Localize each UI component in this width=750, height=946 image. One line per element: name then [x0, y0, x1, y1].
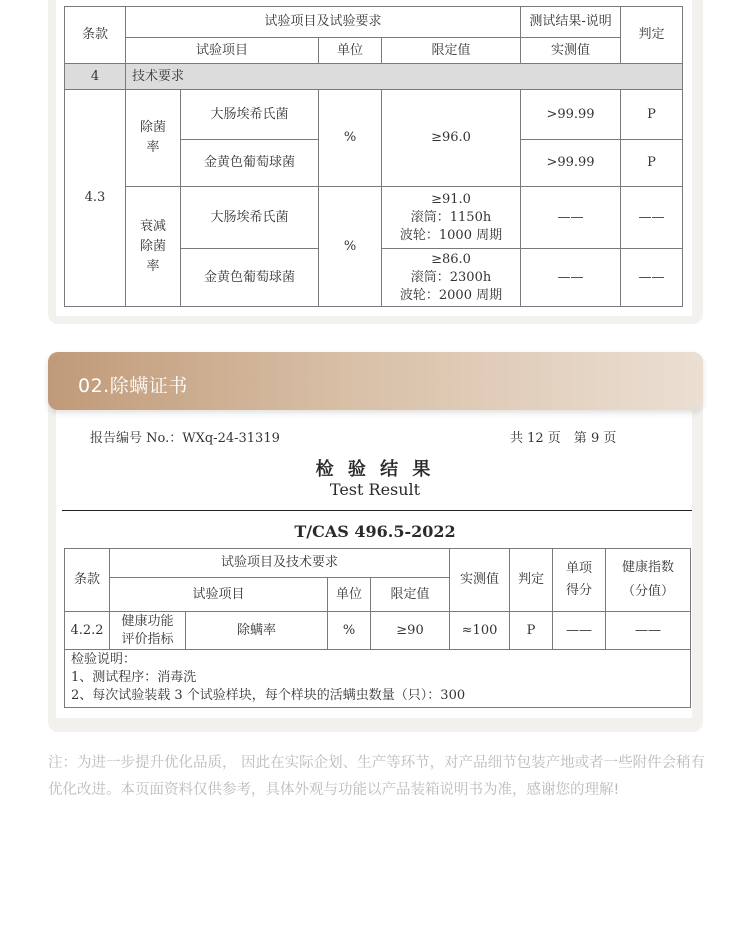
bacteria-ecoli: 大肠埃希氏菌 [181, 187, 319, 249]
limit-value-multi [382, 249, 521, 307]
header-unit: 单位 [319, 38, 382, 64]
notes-title: 检验说明： [71, 652, 137, 667]
header-item: 试验项目 [110, 578, 328, 612]
clause-4-3: 4.3 [65, 90, 126, 307]
row-health: —— [606, 612, 691, 650]
row-item: 除螨率 [186, 612, 328, 650]
standard-code: T/CAS 496.5-2022 [294, 522, 456, 541]
header-limit: 限定值 [382, 38, 521, 64]
header-measured: 实测值 [521, 38, 621, 64]
row-unit: % [328, 612, 371, 650]
bacteria-staph: 金黄色葡萄球菌 [181, 249, 319, 307]
header-clause: 条款 [65, 549, 110, 612]
header-score-text: 单项得分 [566, 561, 593, 598]
note-line: 1、测试程序：消毒洗 [71, 670, 197, 685]
row-limit: ≥90 [371, 612, 450, 650]
report-number: 报告编号 No.：WXq-24-31319 [90, 431, 280, 446]
verdict: P [621, 90, 683, 140]
row-clause: 4.2.2 [65, 612, 110, 650]
verdict: P [621, 140, 683, 187]
measured-dash: —— [521, 187, 621, 249]
note-line: 2、每次试验装载 3 个试验样块，每个样块的活螨虫数量（只）：300 [71, 688, 466, 703]
verdict-dash: —— [621, 187, 683, 249]
header-health-index [606, 549, 691, 612]
header-measured: 实测值 [450, 549, 510, 612]
limit-value-multi [382, 187, 521, 249]
row-category-text: 健康功能评价指标 [121, 613, 174, 647]
bacteria-staph: 金黄色葡萄球菌 [181, 140, 319, 187]
header-unit: 单位 [328, 578, 371, 612]
unit-percent: % [319, 90, 382, 187]
limit-line: 滚筒：2300h [410, 269, 492, 285]
row-score: —— [553, 612, 606, 650]
limit-line: 波轮：2000 周期 [399, 287, 503, 303]
header-clause: 条款 [65, 7, 126, 64]
result-heading-cn: 检 验 结 果 [315, 459, 435, 480]
disclaimer-note: 注：为进一步提升优化品质， 因此在实际企划、生产等环节，对产品细节包装产地或者一些附件会稍有优化改进。本页面资料仅供参考，具体外观与功能以产品装箱说明书为准，感谢您的理解! [48, 755, 706, 798]
group-label-removal-rate [126, 90, 181, 187]
header-verdict: 判定 [621, 7, 683, 64]
header-result-note: 测试结果-说明 [521, 7, 621, 38]
result-heading-en: Test Result [329, 480, 421, 499]
limit-line: ≥86.0 [431, 251, 471, 267]
header-items-requirements: 试验项目及技术要求 [110, 549, 450, 578]
verdict-dash: —— [621, 249, 683, 307]
page-count: 共 12 页 第 9 页 [510, 431, 617, 446]
header-score [553, 549, 606, 612]
measured-value: >99.99 [521, 90, 621, 140]
section-title: 技术要求 [126, 64, 683, 90]
section-title-mite-certificate: 02.除螨证书 [78, 375, 188, 397]
section-clause: 4 [65, 64, 126, 90]
test-notes [65, 650, 691, 708]
header-item: 试验项目 [126, 38, 319, 64]
antibacterial-test-table [64, 6, 683, 307]
group-label-decay-rate [126, 187, 181, 307]
header-limit: 限定值 [371, 578, 450, 612]
header-health-text: 健康指数（分值） [622, 560, 675, 599]
measured-value: >99.99 [521, 140, 621, 187]
mite-removal-test-table [64, 548, 691, 708]
group-label-text: 除菌率 [139, 120, 166, 155]
row-verdict: P [510, 612, 553, 650]
header-items-requirements: 试验项目及试验要求 [126, 7, 521, 38]
divider [62, 510, 692, 511]
measured-dash: —— [521, 249, 621, 307]
unit-percent: % [319, 187, 382, 307]
header-verdict: 判定 [510, 549, 553, 612]
limit-line: 滚筒：1150h [410, 209, 492, 225]
limit-line: 波轮：1000 周期 [399, 227, 503, 243]
row-category [110, 612, 186, 650]
limit-value: ≥96.0 [382, 90, 521, 187]
group-label-text: 衰减除菌率 [139, 218, 166, 274]
bacteria-ecoli: 大肠埃希氏菌 [181, 90, 319, 140]
limit-line: ≥91.0 [431, 191, 471, 207]
row-measured: ≈100 [450, 612, 510, 650]
